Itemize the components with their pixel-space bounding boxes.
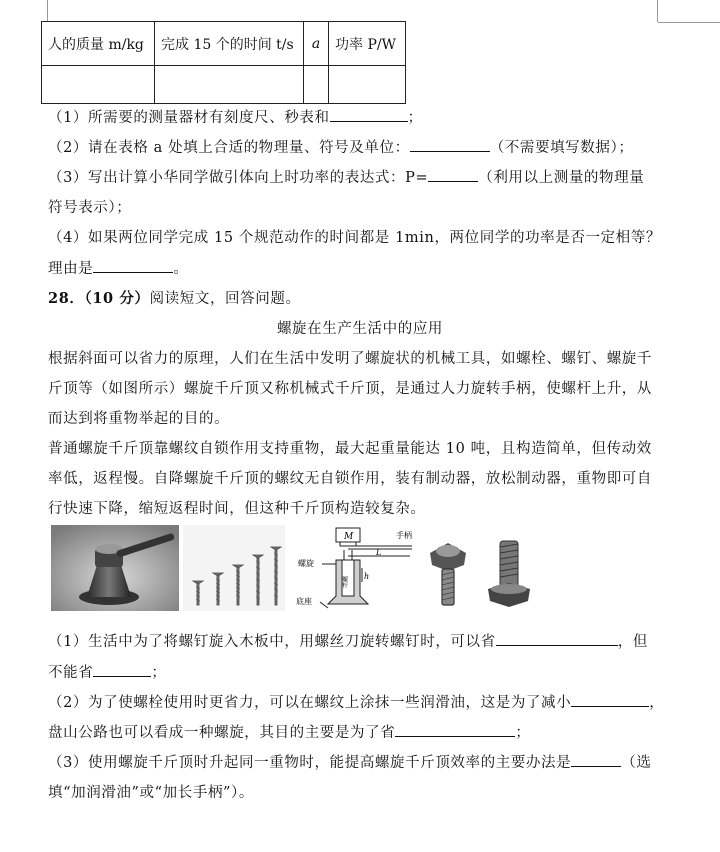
diagram-label-h: h — [364, 572, 370, 581]
q27-line-2: （2）请在表格 a 处填上合适的物理量、符号及单位： （不需要填写数据）； — [48, 136, 633, 157]
q27-line-6: 理由是 。 — [48, 257, 188, 278]
measurement-table — [41, 21, 406, 104]
paragraph-line: 行快速下降，缩短返程时间，但这种千斤顶构造较复杂。 — [48, 501, 426, 517]
header-a: a — [304, 22, 329, 66]
question-number: 28． — [48, 290, 85, 307]
q28-answer-2: （2）为了使螺栓使用时更省力，可以在螺纹上涂抹一些润滑油，这是为了减小 ， — [48, 691, 664, 712]
diagram-label-handle: 手柄 — [396, 531, 412, 540]
answer-blank[interactable] — [330, 107, 408, 122]
diagram-label-base: 底座 — [296, 597, 312, 606]
answer-blank[interactable] — [93, 258, 173, 273]
paragraph-line: 普通螺旋千斤顶靠螺纹自锁作用支持重物，最大起重量能达 10 吨，且构造简单，但传动效 — [48, 441, 652, 457]
bolt-photo-1 — [424, 525, 474, 611]
q28-answer-2b: 盘山公路也可以看成一种螺旋，其目的主要是为了省 ； — [48, 721, 530, 742]
question-score: （10 分） — [84, 290, 150, 307]
answer-blank[interactable] — [496, 631, 618, 646]
q28-answer-1b: 不能省 ； — [48, 661, 166, 682]
empty-cell[interactable] — [42, 66, 155, 104]
paragraph-line: 率低，返程慢。自降螺旋千斤顶的螺纹无自锁作用，装有制动器，放松制动器，重物即可自 — [48, 471, 652, 487]
q27-line-5: （4）如果两位同学完成 15 个规范动作的时间都是 1min，两位同学的功率是否一定相等？ — [48, 230, 661, 246]
diagram-label-screw: 螺旋 — [298, 559, 314, 568]
q28-header: 28．（10 分）阅读短文，回答问题。 — [48, 290, 301, 307]
q27-line-3: （3）写出计算小华同学做引体向上时功率的表达式：P= （利用以上测量的物理量 — [48, 166, 644, 187]
bolt-photo-2 — [484, 525, 534, 611]
diagram-label-rod: 螺杆 — [340, 576, 348, 588]
header-mass: 人的质量 m/kg — [42, 22, 155, 66]
crop-mark — [658, 22, 720, 23]
q27-line-4: 符号表示）； — [48, 200, 132, 216]
q27-line-1: （1）所需要的测量器材有刻度尺、秒表和 ； — [48, 106, 423, 127]
paragraph-line: 而达到将重物举起的目的。 — [48, 411, 230, 427]
q28-answer-3: （3）使用螺旋千斤顶时升起同一重物时，能提高螺旋千斤顶效率的主要办法是 （选 — [48, 751, 651, 772]
article-title: 螺旋在生产生活中的应用 — [276, 321, 444, 337]
answer-blank[interactable] — [428, 167, 478, 182]
answer-blank[interactable] — [395, 722, 515, 737]
header-power: 功率 P/W — [329, 22, 406, 66]
screws-photo — [183, 525, 285, 611]
answer-blank[interactable] — [410, 137, 490, 152]
diagram-label-m: M — [344, 532, 354, 542]
answer-blank[interactable] — [93, 662, 151, 677]
empty-cell[interactable] — [155, 66, 304, 104]
header-time: 完成 15 个的时间 t/s — [155, 22, 304, 66]
q28-answer-1: （1）生活中为了将螺钉旋入木板中，用螺丝刀旋转螺钉时，可以省 ，但 — [48, 630, 648, 651]
answer-blank[interactable] — [571, 692, 649, 707]
diagram-label-l: L — [376, 548, 382, 557]
crop-mark — [657, 0, 658, 22]
answer-blank[interactable] — [571, 752, 621, 767]
empty-cell[interactable] — [304, 66, 329, 104]
screw-jack-diagram — [292, 524, 422, 612]
empty-cell[interactable] — [329, 66, 406, 104]
q28-answer-3b: 填“加润滑油”或“加长手柄”）。 — [48, 785, 255, 801]
paragraph-line: 根据斜面可以省力的原理，人们在生活中发明了螺旋状的机械工具，如螺栓、螺钉、螺旋千 — [48, 351, 652, 367]
paragraph-line: 斤顶等（如图所示）螺旋千斤顶又称机械式千斤顶，是通过人力旋转手柄，使螺杆上升，从 — [48, 381, 652, 397]
crop-mark — [47, 0, 48, 22]
screw-jack-photo — [51, 525, 179, 611]
